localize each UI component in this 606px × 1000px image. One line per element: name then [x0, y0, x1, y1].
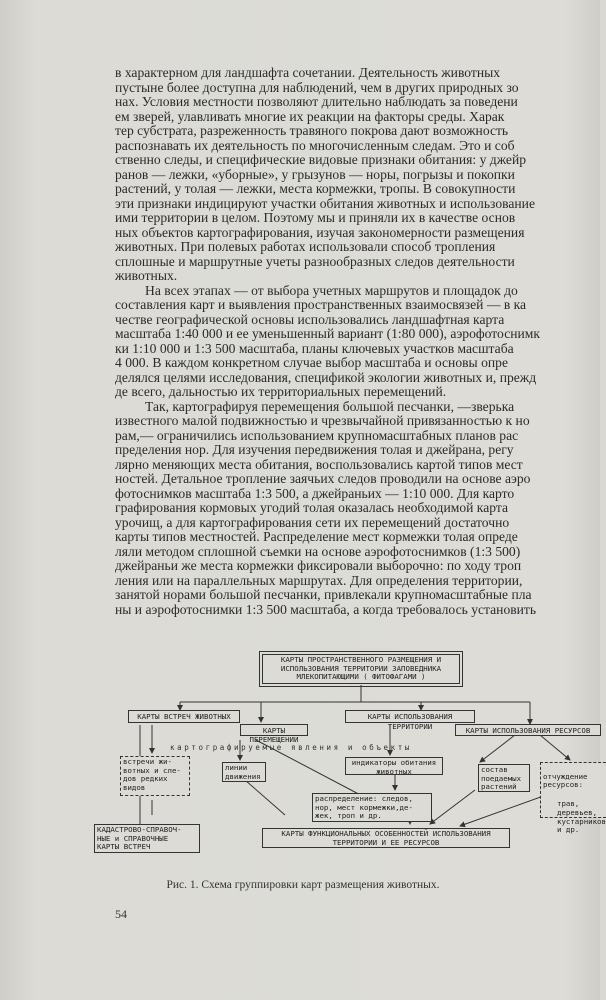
maps-resource-use-box: КАРТЫ ИСПОЛЬЗОВАНИЯ РЕСУРСОВ — [455, 724, 601, 736]
text-line: де всего, дальностью их территориальных перемещений. — [115, 384, 447, 399]
text-line: ляли методом сплошной съемки на основе аэрофотоснимков (1:3 500) — [115, 543, 521, 559]
text-line: ных объектов картографирования, изучая закономерности размещения — [115, 224, 525, 240]
figure-caption: Рис. 1. Схема группировки карт размещения животных. — [166, 879, 440, 891]
diagram-figure — [0, 640, 606, 870]
connector-arrow — [480, 735, 515, 762]
text-line: ранов — лежки, «уборные», у грызунов — норы, погрызы и покопки — [115, 166, 515, 182]
page-number: 54 — [115, 907, 127, 921]
text-line: лярно меняющих места обитания, воспользовались картой типов мест — [115, 456, 523, 472]
text-line: ностей. Детальное тропление заячьих следов проводили на основе аэро — [115, 471, 531, 486]
text-line: составления карт и выявления пространственных взаимосвязей — в ка — [115, 297, 527, 312]
resource-offtake-label: отчуждение ресурсов: — [543, 771, 588, 790]
consumed-plants-box: состав поедаемых растений — [478, 764, 530, 792]
functional-maps-box: КАРТЫ ФУНКЦИОНАЛЬНЫХ ОСОБЕННОСТЕЙ ИСПОЛЬЗОВАНИЯ ТЕРРИТОРИИ И ЕЕ РЕСУРСОВ — [262, 828, 510, 848]
text-line: ки 1:10 000 и 1:3 500 масштаба, планы ключевых участков масштаба — [115, 340, 514, 356]
movement-lines-box: линии движения — [222, 762, 266, 782]
body-text — [115, 66, 606, 617]
mapped-phenomena-label: картографируемые явления и объекты — [170, 743, 412, 752]
text-line: джейраньи же места кормежки фиксировали выборочно: по ходу троп — [115, 558, 522, 573]
connector-arrow — [540, 735, 570, 760]
text-line: масштаба 1:40 000 и ее уменьшенный вариант (1:80 000), аэрофотоснимк — [115, 326, 540, 341]
text-line: фотоснимков масштаба 1:3 500, а джейраньих — 1:10 000. Для карто — [115, 485, 515, 501]
text-line: ственно следы, и специфические видовые признаки обитания: у джейр — [115, 152, 527, 167]
text-line: нах. Условия местности позволяют длительно наблюдать за поведени — [115, 94, 518, 109]
text-line: урочищ, а для картографирования сети их перемещений достаточно — [115, 514, 510, 530]
text-line: пределения нор. Для изучения передвижения толая и джейрана, регу — [115, 442, 514, 457]
text-line: известного малой подвижностью и чрезвычайной привязанностью к но — [115, 413, 530, 428]
text-line: графирования кормовых угодий толая оказалась необходимой карта — [115, 500, 508, 515]
text-line: ны и аэрофотоснимки 1:3 500 масштаба, а когда требовалось установить — [115, 601, 537, 617]
resource-offtake-box — [540, 762, 606, 835]
text-line: ем зверей, улавливать многие их реакции на факторы среды. Харак — [115, 108, 505, 124]
text-line: На всех этапах — от выбора учетных маршрутов и площадок до — [145, 282, 518, 298]
text-line: 4 000. В каждом конкретном случае выбор масштаба и основы опре — [115, 355, 508, 370]
text-line: тер субстрата, разреженность травяного покрова дают возможность — [115, 123, 509, 138]
text-line: сплошные и маршрутные учеты разнообразных следов деятельности — [115, 253, 515, 269]
cadastral-maps-box: КАДАСТРОВО-СПРАВОЧ- НЫЕ и СПРАВОЧНЫЕ КАРТЫ ВСТРЕЧ — [94, 824, 200, 853]
text-line: ления или на параллельных маршрутах. Для определения территории, — [115, 572, 523, 588]
top-maps-box: КАРТЫ ПРОСТРАНСТВЕННОГО РАЗМЕЩЕНИЯ И ИСПОЛЬЗОВАНИЯ ТЕРРИТОРИИ ЗАПОВЕДНИКА МЛЕКОПИТАЮЩИМИ ( ФИТОФАГАМИ ) — [262, 654, 460, 684]
text-line: ими территории в целом. Поэтому мы и приняли их в качестве основ — [115, 210, 516, 225]
text-line: честве географической основы использовались ландшафтная карта — [115, 311, 505, 327]
text-line: занятой норами большой песчанки, привлекали крупномасштабные пла — [115, 587, 532, 602]
text-line: карты типов местностей. Распределение мест кормежки толая опреде — [115, 529, 518, 544]
text-line: Так, картографируя перемещения большой песчанки, —зверька — [145, 398, 515, 414]
habitat-indicators-box: индикаторы обитания животных — [345, 757, 443, 775]
text-line: пустыне более доступна для наблюдений, чем в других природных зо — [115, 79, 519, 95]
text-line: животных. — [115, 268, 178, 283]
connector-line — [245, 780, 285, 815]
connector-arrow — [430, 790, 475, 824]
maps-territory-use-box: КАРТЫ ИСПОЛЬЗОВАНИЯ ТЕРРИТОРИИ — [345, 710, 475, 723]
maps-movements-box: КАРТЫ ПЕРЕМЕЩЕНИЙ — [240, 724, 308, 736]
maps-encounters-box: КАРТЫ ВСТРЕЧ ЖИВОТНЫХ — [128, 710, 240, 723]
text-line: растений, у толая — лежки, места кормежки, тропы. В совокупности — [115, 181, 516, 196]
encounters-records-box: встречи жи- вотных и сле- дов редких видов — [120, 756, 190, 796]
text-line: эти признаки индицируют участки обитания животных и использование — [115, 195, 535, 211]
text-line: рам,— ограничились использованием крупномасштабных планов рас — [115, 427, 519, 443]
text-line: животных. При полевых работах использовали способ тропления — [115, 239, 496, 254]
resource-types-label: трав, деревьев, кустарников и др. — [557, 799, 606, 835]
text-line: в характерном для ландшафта сочетании. Деятельность животных — [115, 66, 501, 80]
text-line: распознавать их деятельность по многочисленным следам. Это и соб — [115, 137, 515, 153]
distribution-box: распределение: следов, нор, мест кормежки,де- жек, троп и др. — [312, 793, 432, 822]
text-line: делялся целями исследования, спецификой экологии животных и, прежд — [115, 369, 537, 385]
